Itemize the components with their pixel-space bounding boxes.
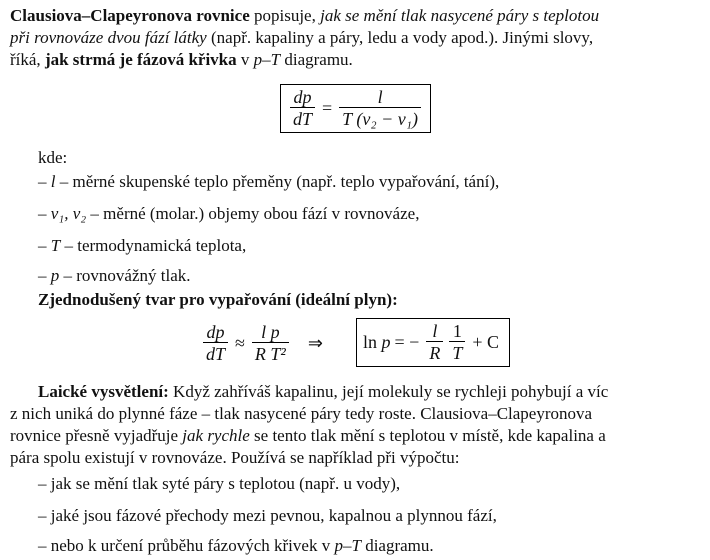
fraction-dp-dT: $\frac{dp}{dT}$ [290,87,315,130]
lay-item-1: – jak se mění tlak syté páry s teplotou (např. u vody), [38,474,401,493]
lay-item-2: – jaké jsou fázové přechody mezi pevnou, kapalnou a plynnou fází, [38,506,497,525]
lay-item-3: – nebo k určení průběhu fázových křivek v p–T diagramu. [38,536,434,555]
where-item-3: – T – termodynamická teplota, [38,236,247,255]
simplified-heading: Zjednodušený tvar pro vypařování (ideální plyn): [38,290,398,309]
equation-clausius-clapeyron: $\frac{dp}{dT}$ = $\frac{l}{\text{T (v₂ − v₁)}}$ [280,84,431,133]
equation-simplified: $\frac{dp}{dT}$ ≈ $\frac{\text{l p}}{\text{R T²}}$ ⇒ [200,322,339,365]
where-item-2: – v₁, v₂ – měrné (molar.) objemy obou fází v rovnováze, [38,204,420,223]
intro-line-3: říká, jak strmá je fázová křivka v p–T diagramu. [10,50,353,69]
where-label: kde: [38,148,68,167]
lay-line-1: Laické vysvětlení: Když zahříváš kapalinu, její molekuly se rychleji pohybují a víc [38,382,609,401]
lay-line-4: pára spolu existují v rovnováze. Používá se například při výpočtu: [10,448,460,467]
where-item-4: – p – rovnovážný tlak. [38,266,191,285]
where-item-1: – l – měrné skupenské teplo přeměny (např. teplo vypařování, tání), [38,172,500,191]
lay-line-3: rovnice přesně vyjadřuje jak rychle se tento tlak mění s teplotou v místě, kde kapalina a [10,426,606,445]
fraction-l-over-T: $\frac{l}{\text{T (v₂ − v₁)}}$ [339,87,421,130]
title-bold: Clausiova–Clapeyronova rovnice [10,6,250,25]
intro-line-1: Clausiova–Clapeyronova rovnice popisuje, jak se mění tlak nasycené páry s teplotou [10,6,600,25]
lay-line-2: z nich uniká do plynné fáze – tlak nasycené páry tedy roste. Clausiova–Clapeyronova [10,404,593,423]
intro-line-2: při rovnováze dvou fází látky (např. kapaliny a páry, ledu a vody apod.). Jinými slovy, [10,28,594,47]
equation-ln-p-boxed: ln p = − $\frac{l}{R}$ $\frac{1}{T}$ + C [356,318,510,367]
